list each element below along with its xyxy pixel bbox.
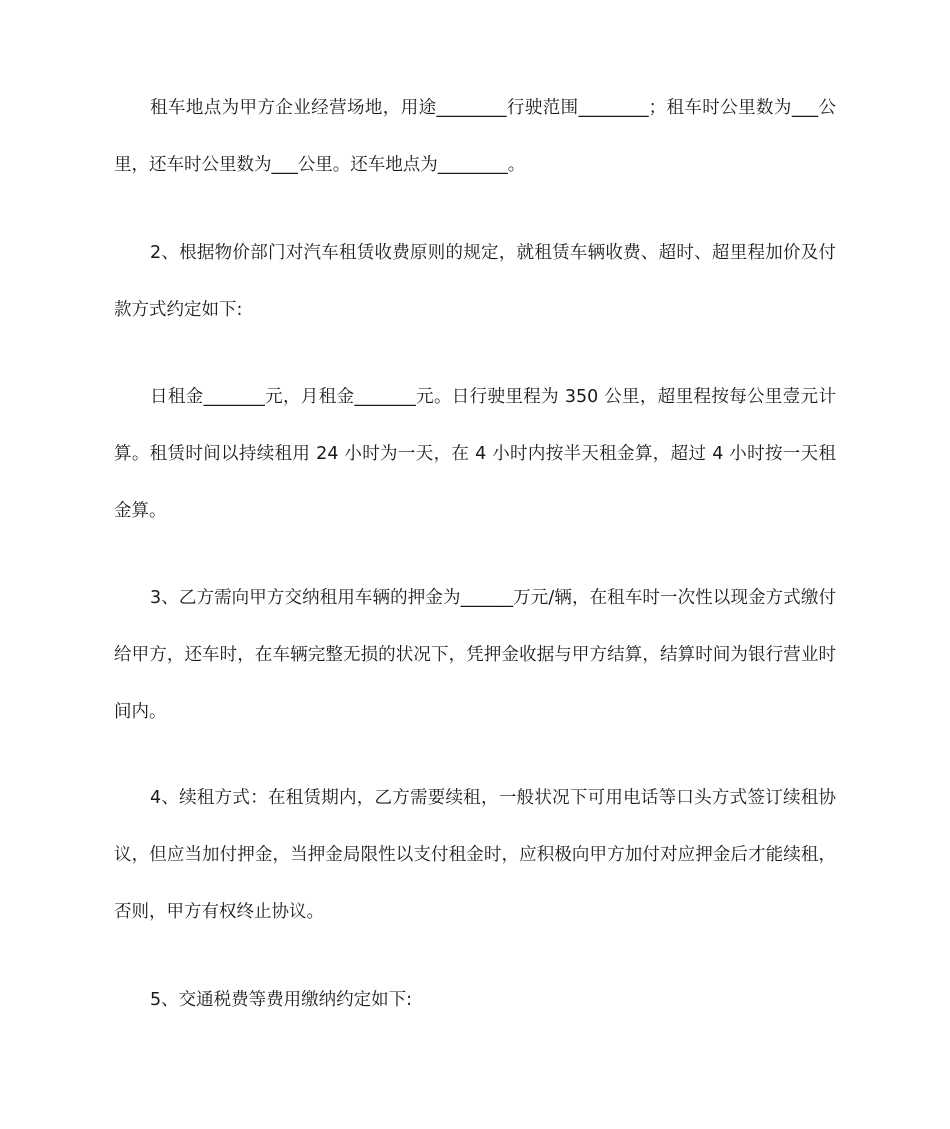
paragraph-clause-3-deposit: 3、乙方需向甲方交纳租用车辆的押金为______万元/辆，在租车时一次性以现金方式缴付给甲方，还车时，在车辆完整无损的状况下，凭押金收据与甲方结算，结算时间为银行营业时间内。: [114, 588, 836, 722]
paragraph-rent-terms: 日租金_______元，月租金_______元。日行驶里程为 350 公里，超里程按每公里壹元计算。租赁时间以持续租用 24 小时为一天，在 4 小时内按半天租金算，超过 4 小时按一天租金算。: [114, 387, 836, 521]
paragraph-rental-location: 租车地点为甲方企业经营场地，用途________行驶范围________；租车时公里数为___公里，还车时公里数为___公里。还车地点为________。: [114, 98, 836, 175]
paragraph-clause-5-fees: 5、交通税费等费用缴纳约定如下:: [150, 990, 413, 1010]
paragraph-clause-2: 2、根据物价部门对汽车租赁收费原则的规定，就租赁车辆收费、超时、超里程加价及付款方式约定如下:: [114, 243, 836, 320]
paragraph-clause-4-renewal: 4、续租方式：在租赁期内，乙方需要续租，一般状况下可用电话等口头方式签订续租协议，但应当加付押金，当押金局限性以支付租金时，应积极向甲方加付对应押金后才能续租，否则，甲方有权终止协议。: [114, 788, 836, 922]
